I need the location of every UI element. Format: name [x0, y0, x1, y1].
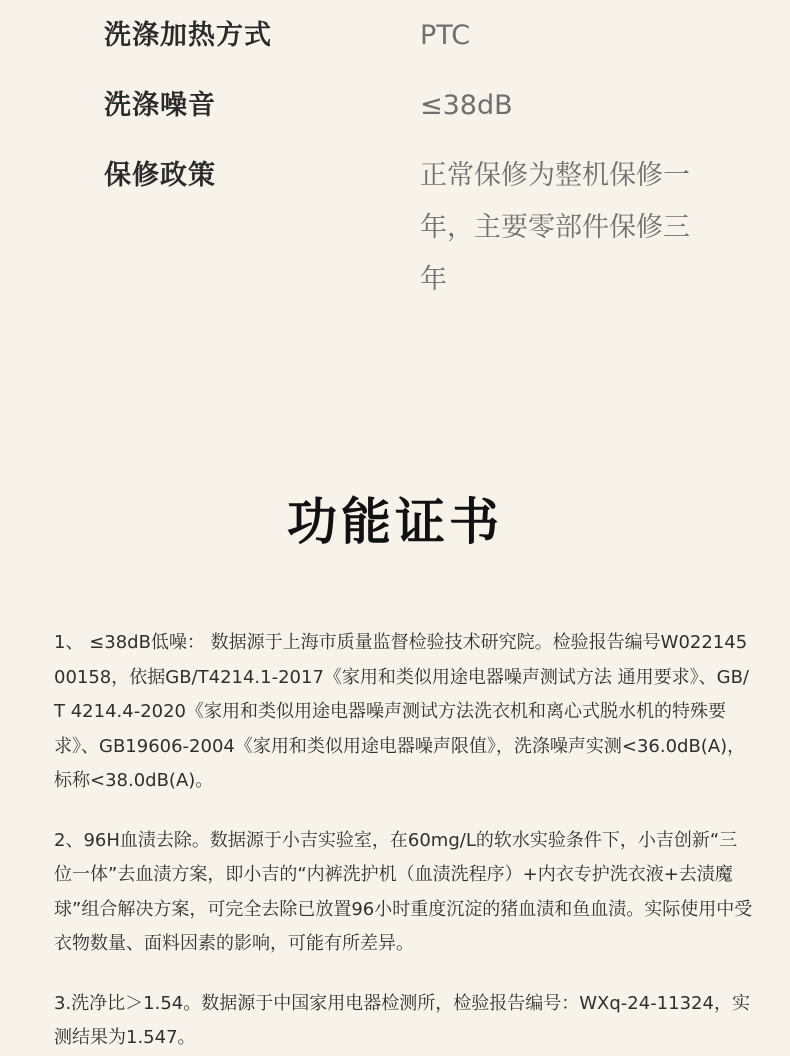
spec-value: PTC — [420, 20, 471, 51]
spec-label: 洗涤加热方式 — [104, 20, 272, 51]
spec-value: 正常保修为整机保修一年，主要零部件保修三年 — [420, 160, 690, 295]
notes-list — [54, 626, 754, 1056]
section-title: 功能证书 — [287, 493, 503, 551]
note-item: 2、96H血渍去除。数据源于小吉实验室，在60mg/L的软水实验条件下，小吉创新“三位一体”去血渍方案，即小吉的“内裤洗护机（血渍洗程序）+内衣专护洗衣液+去渍魔球”组合解决方案，可完全去除已放置96小时重度沉淀的猪血渍和鱼血渍。实际使用中受衣物数量、面料因素的影响，可能有所差异。 — [54, 829, 753, 954]
spec-label: 洗涤噪音 — [104, 90, 216, 121]
note-item: 1、 ≤38dB低噪： 数据源于上海市质量监督检验技术研究院。检验报告编号W02214500158，依据GB/T4214.1-2017《家用和类似用途电器噪声测试方法 通用要求》、GB/T 4214.4-2020《家用和类似用途电器噪声测试方法洗衣机和离心式脱水机的特殊要求》、GB19606-2004《家用和类似用途电器噪声限值》，洗涤噪声实测<36.0dB(A)，标称<38.0dB(A)。 — [54, 632, 749, 791]
spec-value: ≤38dB — [420, 90, 513, 121]
spec-row-warranty — [104, 150, 704, 310]
spec-row-heating-method — [104, 10, 704, 80]
spec-label: 保修政策 — [104, 160, 216, 191]
note-item: 3.洗净比＞1.54。数据源于中国家用电器检测所，检验报告编号：WXq-24-11324，实测结果为1.547。 — [54, 992, 750, 1048]
spec-row-noise — [104, 80, 704, 150]
spec-table — [104, 10, 704, 310]
